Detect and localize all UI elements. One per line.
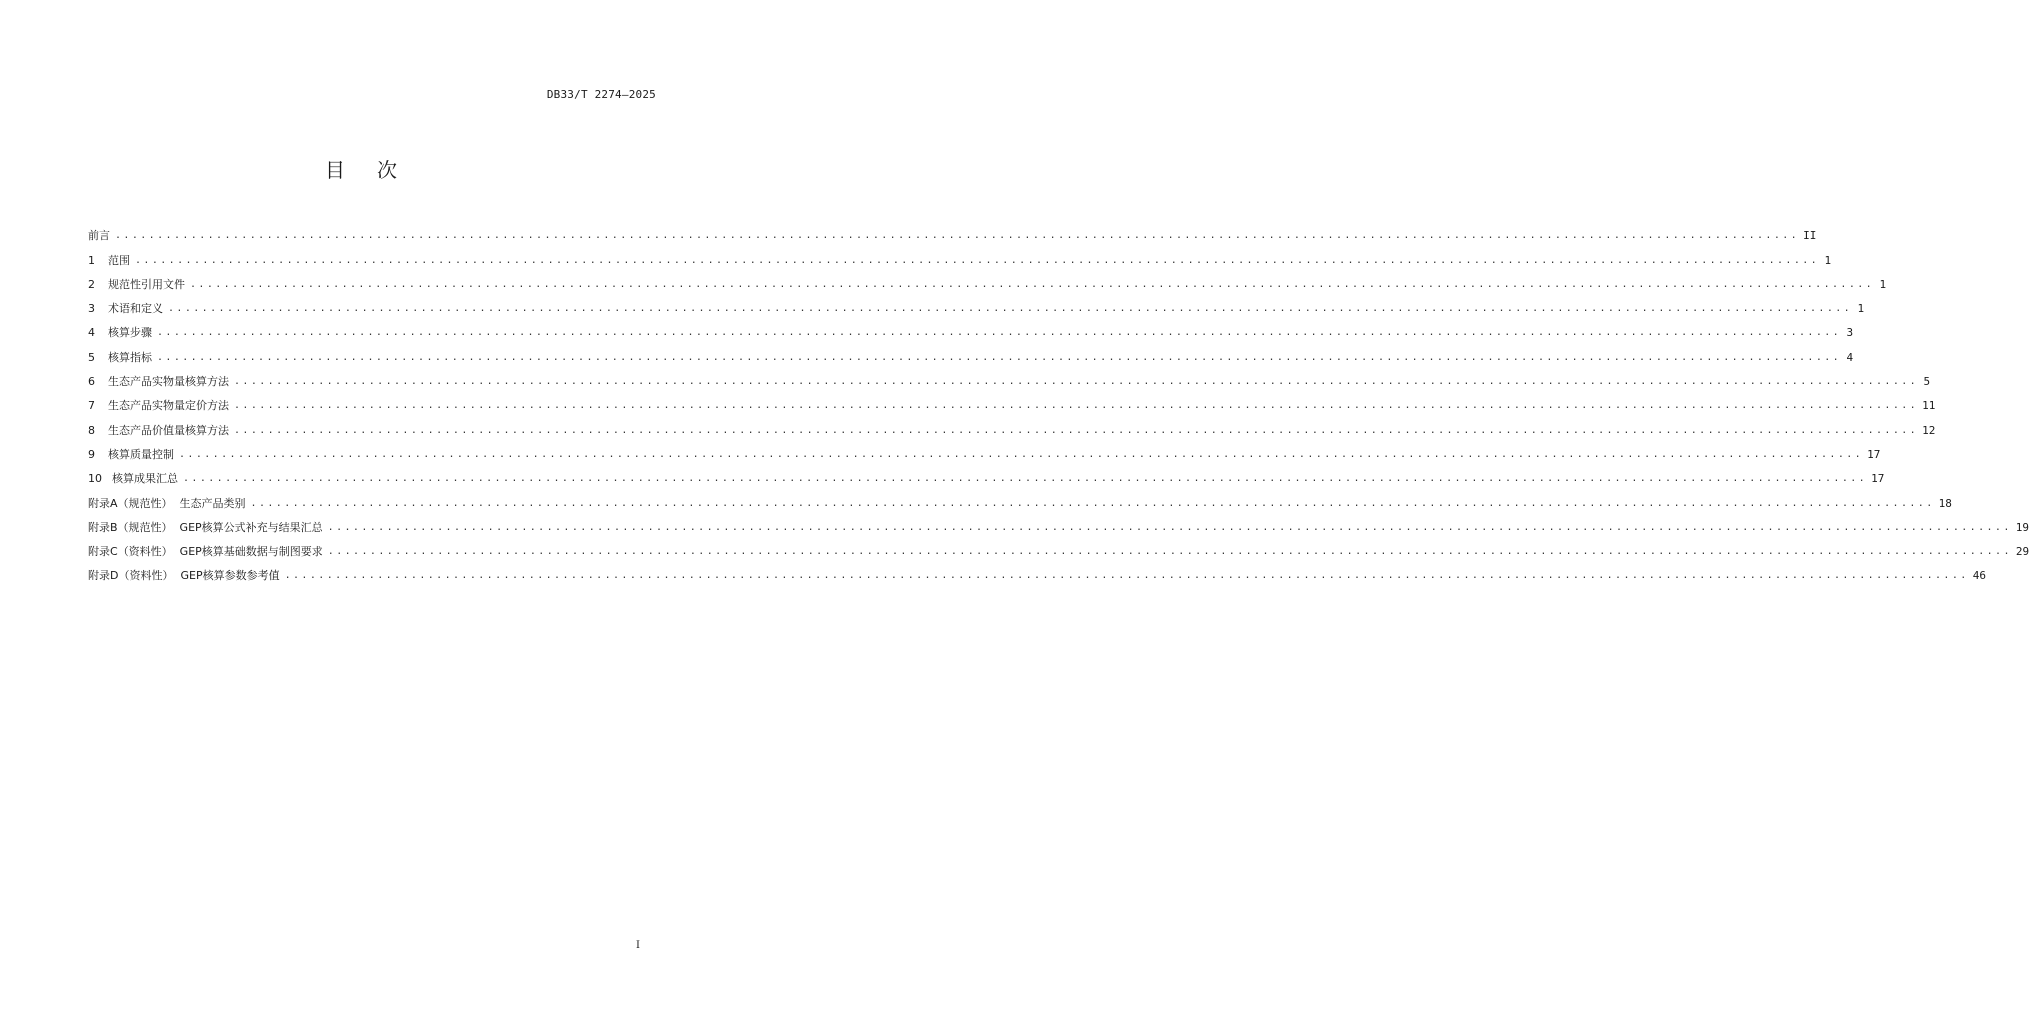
page-number: I [636,940,640,951]
dot-leader: ........................................................................................................................................................................................................ [234,400,1919,412]
dot-leader: ........................................................................................................................................................................................................ [168,303,1853,315]
toc-entry-label: 范围 [108,253,130,267]
toc-entry-5[interactable] [88,340,1854,364]
toc-entry-page: 4 [1846,350,1854,364]
toc-entry-appendix-b[interactable] [88,511,2029,535]
dot-leader: ........................................................................................................................................................................................................ [327,546,2012,558]
toc-entry-3[interactable] [88,292,1865,316]
toc-entry-number: 5 [88,350,95,364]
toc-entry-number: 附录C [88,545,118,559]
dot-leader: ........................................................................................................................................................................................................ [284,570,1969,582]
toc-entry-label: （资料性） GEP核算参数参考值 [118,569,280,583]
toc-entry-page: 1 [1879,277,1887,291]
toc-entry-page: 17 [1867,447,1881,461]
dot-leader: ........................................................................................................................................................................................................ [327,521,2012,533]
toc-entry-6[interactable] [88,365,1931,389]
toc-entry-page: 3 [1846,326,1854,340]
title-char-2: 次 [377,158,399,182]
toc-entry-number: 1 [88,253,95,267]
toc-entry-appendix-a[interactable] [88,486,1952,510]
toc-entry-number: 9 [88,447,95,461]
toc-entry-number: 6 [88,375,95,389]
toc-entry-label: 术语和定义 [108,302,163,316]
document-code: DB33/T 2274—2025 [546,88,656,101]
dot-leader: ........................................................................................................................................................................................................ [183,473,1868,485]
dot-leader: ........................................................................................................................................................................................................ [179,448,1864,460]
toc-entry-label: 生态产品实物量定价方法 [108,399,229,413]
toc-entry-label: 生态产品价值量核算方法 [108,423,229,437]
toc-entry-label: 规范性引用文件 [108,277,185,291]
dot-leader: ........................................................................................................................................................................................................ [234,376,1919,388]
toc-entry-label: （规范性） GEP核算公式补充与结果汇总 [117,520,323,534]
dot-leader: ........................................................................................................................................................................................................ [157,327,1842,339]
toc-entry-label: 核算质量控制 [108,447,174,461]
toc-entry-number: 附录A [88,496,118,510]
toc-entry-number: 附录D [88,569,119,583]
toc-entry-number: 7 [88,399,95,413]
toc-entry-appendix-c[interactable] [88,535,2029,559]
toc-entry-page: 12 [1922,423,1936,437]
dot-leader: ........................................................................................................................................................................................................ [115,230,1800,242]
toc-entry-label: 核算成果汇总 [112,472,178,486]
toc-entry-page: 1 [1857,302,1865,316]
toc-entry-4[interactable] [88,316,1854,340]
toc-entry-number: 8 [88,423,95,437]
dot-leader: ........................................................................................................................................................................................................ [157,351,1842,363]
toc-entry-page: II [1803,229,1817,243]
toc-entry-8[interactable] [88,413,1936,437]
toc-entry-foreword[interactable] [88,219,1817,243]
toc-entry-page: 29 [2015,545,2029,559]
toc-entry-label: 核算步骤 [108,326,152,340]
toc-entry-label: （规范性） 生态产品类别 [117,496,246,510]
toc-entry-number: 附录B [88,520,118,534]
toc-entry-page: 18 [1938,496,1952,510]
toc-entry-10[interactable] [88,462,1885,486]
toc-entry-appendix-d[interactable] [88,559,1986,583]
toc-entry-page: 19 [2015,520,2029,534]
toc-entry-label: 生态产品实物量核算方法 [108,375,229,389]
toc-entry-2[interactable] [88,268,1887,292]
toc-entry-label: 核算指标 [108,350,152,364]
toc-entry-number: 4 [88,326,95,340]
toc-entry-1[interactable] [88,243,1832,267]
toc-entry-label: （资料性） GEP核算基础数据与制图要求 [117,545,323,559]
toc-entry-number: 3 [88,302,95,316]
dot-leader: ........................................................................................................................................................................................................ [250,497,1935,509]
toc-entry-number: 2 [88,277,95,291]
toc-entry-page: 17 [1871,472,1885,486]
title-char-1: 目 [325,158,347,182]
dot-leader: ........................................................................................................................................................................................................ [135,254,1820,266]
dot-leader: ........................................................................................................................................................................................................ [234,424,1919,436]
toc-entry-page: 11 [1922,399,1936,413]
toc-entry-page: 5 [1923,375,1931,389]
dot-leader: ........................................................................................................................................................................................................ [190,278,1875,290]
toc-entry-page: 1 [1824,253,1832,267]
toc-entry-page: 46 [1972,569,1986,583]
page-title [0,154,724,183]
toc-entry-7[interactable] [88,389,1936,413]
toc-entry-label: 前言 [88,229,110,243]
table-of-contents [88,219,2029,583]
toc-entry-number: 10 [88,472,102,486]
toc-entry-9[interactable] [88,438,1881,462]
